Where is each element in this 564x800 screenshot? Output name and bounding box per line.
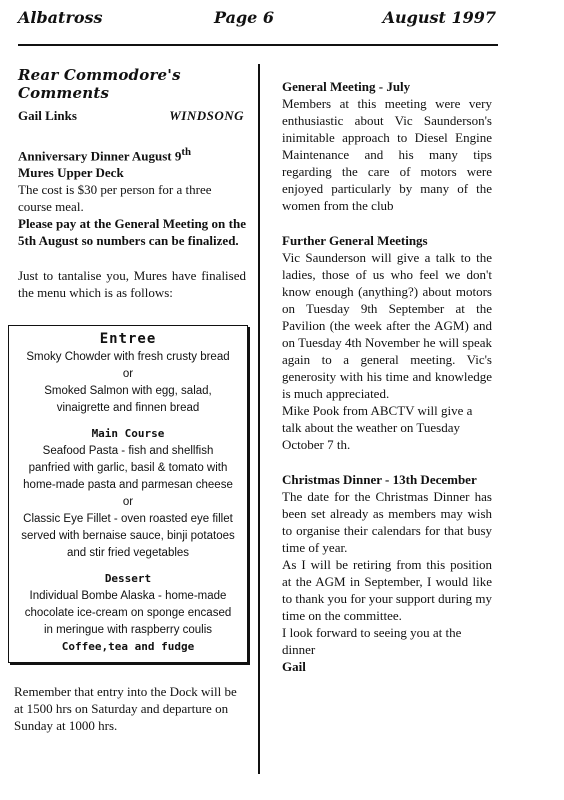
- retiring-text: As I will be retiring from this position at the AGM in September, I would like to thank you for your support during my time on the committee.: [282, 557, 492, 623]
- general-meeting-text: Members at this meeting were very enthusiastic about Vic Saunderson's inimitable approach to Diesel Engine Maintenance and his many tips regarding the care of motors were enjoyed particularly by many of the women from the club: [282, 96, 492, 213]
- dinner-heading: [18, 144, 246, 181]
- payment-note: Please pay at the General Meeting on the 5th August so numbers can be finalized.: [18, 216, 246, 249]
- header-divider: [18, 44, 498, 46]
- menu-item: and stir fried vegetables: [66, 547, 190, 559]
- weather-talk-text: Mike Pook from ABCTV will give a talk about the weather on Tuesday October 7 th.: [282, 403, 473, 452]
- boat-name: WINDSONG: [169, 108, 244, 123]
- menu-box: [8, 325, 248, 663]
- menu-item: panfried with garlic, basil & tomato with: [28, 462, 228, 474]
- right-column: [282, 78, 492, 675]
- author-name: Gail Links: [18, 108, 77, 123]
- closing-text: I look forward to seeing you at the dinner: [282, 625, 462, 657]
- publication-name: Albatross: [18, 8, 103, 27]
- christmas-dinner-text: The date for the Christmas Dinner has been set already as members may wish to organise their calendars for that busy time of year.: [282, 489, 492, 555]
- entree-heading: Entree: [99, 331, 157, 347]
- column-title: Rear Commodore's Comments: [18, 66, 181, 102]
- menu-item: Seafood Pasta - fish and shellfish: [42, 445, 214, 457]
- menu-item: Smoked Salmon with egg, salad,: [44, 385, 212, 397]
- menu-item: Classic Eye Fillet - oven roasted eye fillet: [23, 513, 233, 525]
- menu-intro: Just to tantalise you, Mures have finalised the menu which is as follows:: [18, 268, 246, 301]
- column-divider: [258, 64, 260, 774]
- left-column: [18, 66, 246, 301]
- further-meetings-heading: Further General Meetings: [282, 233, 428, 248]
- menu-item: Smoky Chowder with fresh crusty bread: [26, 351, 230, 363]
- menu-or: or: [122, 368, 134, 380]
- byline: [18, 108, 246, 126]
- further-meetings-text: Vic Saunderson will give a talk to the ladies, those of us who feel we don't know enough (anything?) about motors on Tuesday 9th September at the Pavilion (the week after the AGM) and on Tuesday 4th November he will speak again to a general meeting. Vic's generosity with his time and knowledge is much appreciated.: [282, 250, 492, 401]
- cost-text: The cost is $30 per person for a three course meal.: [18, 182, 212, 215]
- dinner-heading-ordinal: th: [181, 146, 192, 158]
- menu-item: in meringue with raspberry coulis: [43, 624, 213, 636]
- menu-item: Individual Bombe Alaska - home-made: [29, 590, 227, 602]
- menu-item: served with bernaise sauce, binji potatoes: [21, 530, 235, 542]
- menu-item: home-made pasta and parmesan cheese: [23, 479, 233, 491]
- dinner-venue: Mures Upper Deck: [18, 165, 124, 181]
- page-header: [18, 4, 496, 34]
- main-course-heading: Main Course: [91, 427, 165, 440]
- menu-or: or: [122, 496, 134, 508]
- signoff: Gail: [282, 659, 306, 674]
- dessert-heading: Dessert: [104, 572, 152, 585]
- menu-item: vinaigrette and finnen bread: [56, 402, 200, 414]
- christmas-dinner-heading: Christmas Dinner - 13th December: [282, 472, 477, 487]
- dock-entry-note: Remember that entry into the Dock will be at 1500 hrs on Saturday and departure on Sunday at 1000 hrs.: [14, 684, 237, 733]
- general-meeting-heading: General Meeting - July: [282, 79, 411, 94]
- coffee-line: Coffee,tea and fudge: [61, 640, 195, 653]
- page-number: Page 6: [214, 8, 275, 27]
- dinner-heading-title: Anniversary Dinner August 9: [18, 148, 182, 164]
- menu-item: chocolate ice-cream on sponge encased: [24, 607, 232, 619]
- issue-date: August 1997: [382, 8, 496, 27]
